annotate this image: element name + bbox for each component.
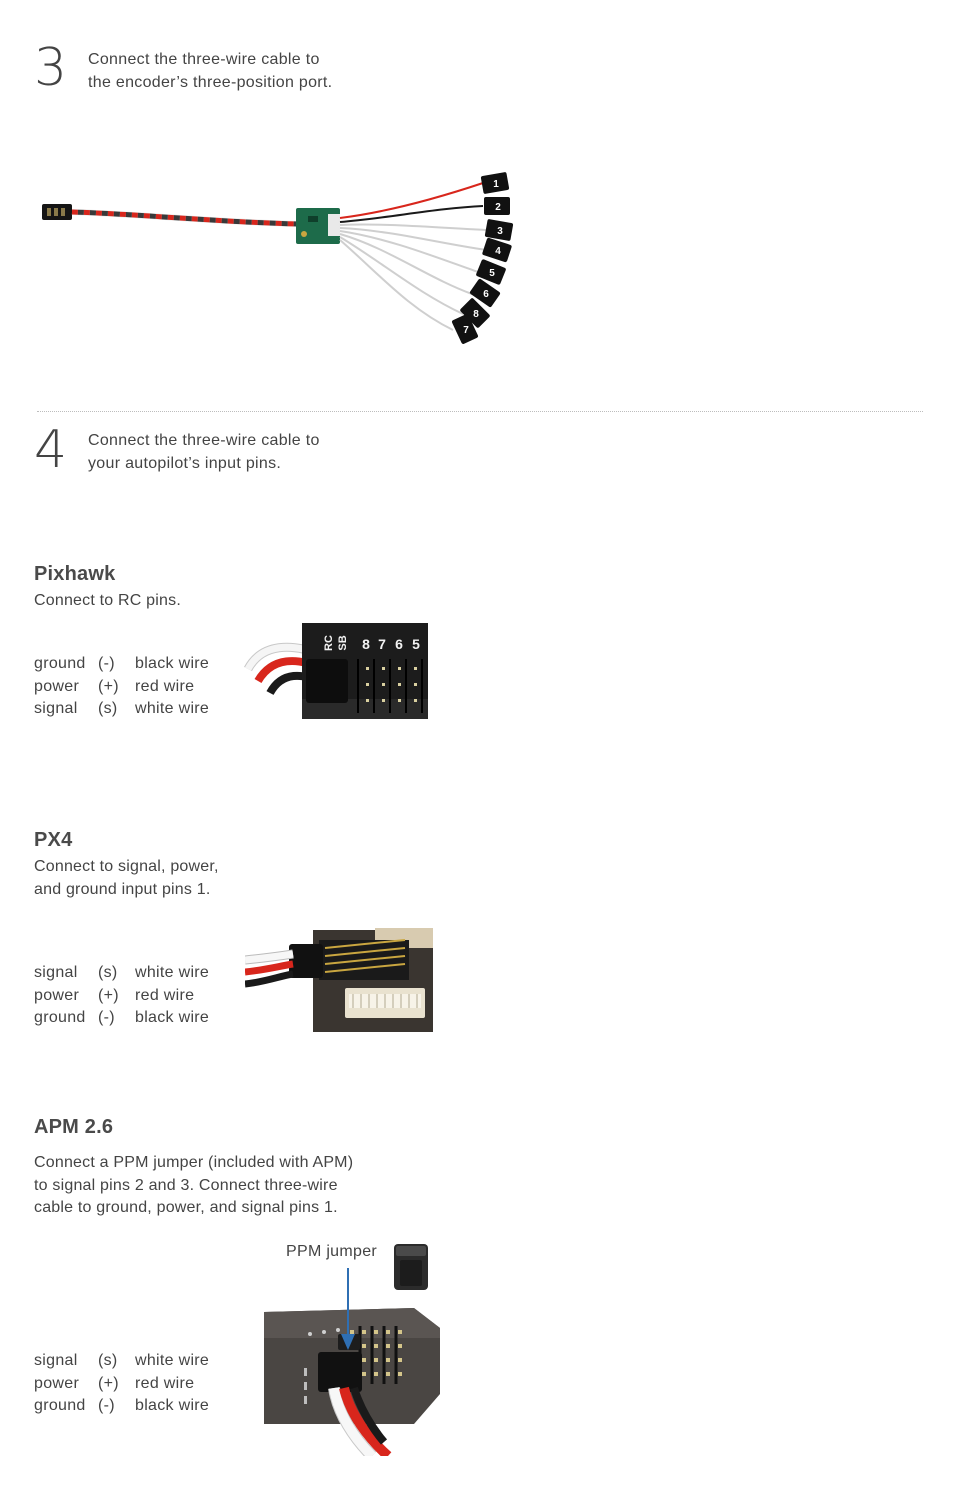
apm-description: Connect a PPM jumper (included with APM) to signal pins 2 and 3. Connect three-wire cable to ground, power, and signal pins 1. <box>34 1154 354 1216</box>
px4-description: Connect to signal, power, and ground input pins 1. <box>34 858 219 898</box>
wire-row: power (+) red wire <box>34 986 195 1004</box>
section-divider <box>37 411 923 412</box>
wire-row: ground (-) black wire <box>34 1397 210 1414</box>
wire-row: signal (s) white wire <box>34 964 210 981</box>
px4-image <box>245 926 433 1032</box>
pixhawk-heading: Pixhawk <box>34 563 116 585</box>
pixhawk-label-8: 8 <box>362 636 370 652</box>
step-4-instructions: Connect the three-wire cable to your autopilot’s input pins. <box>88 432 320 472</box>
step-3-number: 3 <box>34 38 68 98</box>
apm-heading: APM 2.6 <box>34 1116 114 1138</box>
apm-wire-list <box>34 1350 209 1418</box>
connector-label-8: 8 <box>473 309 479 320</box>
connector-label-7: 7 <box>463 325 469 336</box>
step-4-number: 4 <box>34 420 68 480</box>
ppm-jumper-label: PPM jumper <box>286 1243 378 1260</box>
pixhawk-label-6: 6 <box>395 636 403 652</box>
pixhawk-label-5: 5 <box>412 636 420 652</box>
wire-row: power (+) red wire <box>34 1374 195 1392</box>
connector-label-3: 3 <box>497 226 503 237</box>
encoder-cable-image <box>38 168 518 348</box>
wire-row: signal (s) white wire <box>34 1352 210 1369</box>
connector-label-6: 6 <box>483 289 489 300</box>
ppm-jumper-arrow <box>340 1268 356 1352</box>
pixhawk-label-7: 7 <box>378 636 386 652</box>
pixhawk-label-rc: RC <box>323 635 335 651</box>
connector-label-4: 4 <box>495 246 501 257</box>
px4-wire-list <box>34 962 209 1030</box>
step-3-instructions: Connect the three-wire cable to the encoder’s three-position port. <box>88 51 333 91</box>
pixhawk-wire-list <box>34 653 209 721</box>
wire-row: signal (s) white wire <box>34 700 210 717</box>
connector-label-1: 1 <box>493 179 499 190</box>
wire-row: ground (-) black wire <box>34 1009 210 1026</box>
wire-row: power (+) red wire <box>34 677 195 695</box>
pixhawk-description: Connect to RC pins. <box>34 592 181 609</box>
pixhawk-image <box>242 623 428 719</box>
pixhawk-label-sb: SB <box>337 635 349 651</box>
wire-row: ground (-) black wire <box>34 655 210 672</box>
connector-label-2: 2 <box>495 202 501 213</box>
connector-label-5: 5 <box>489 268 495 279</box>
px4-heading: PX4 <box>34 829 73 851</box>
